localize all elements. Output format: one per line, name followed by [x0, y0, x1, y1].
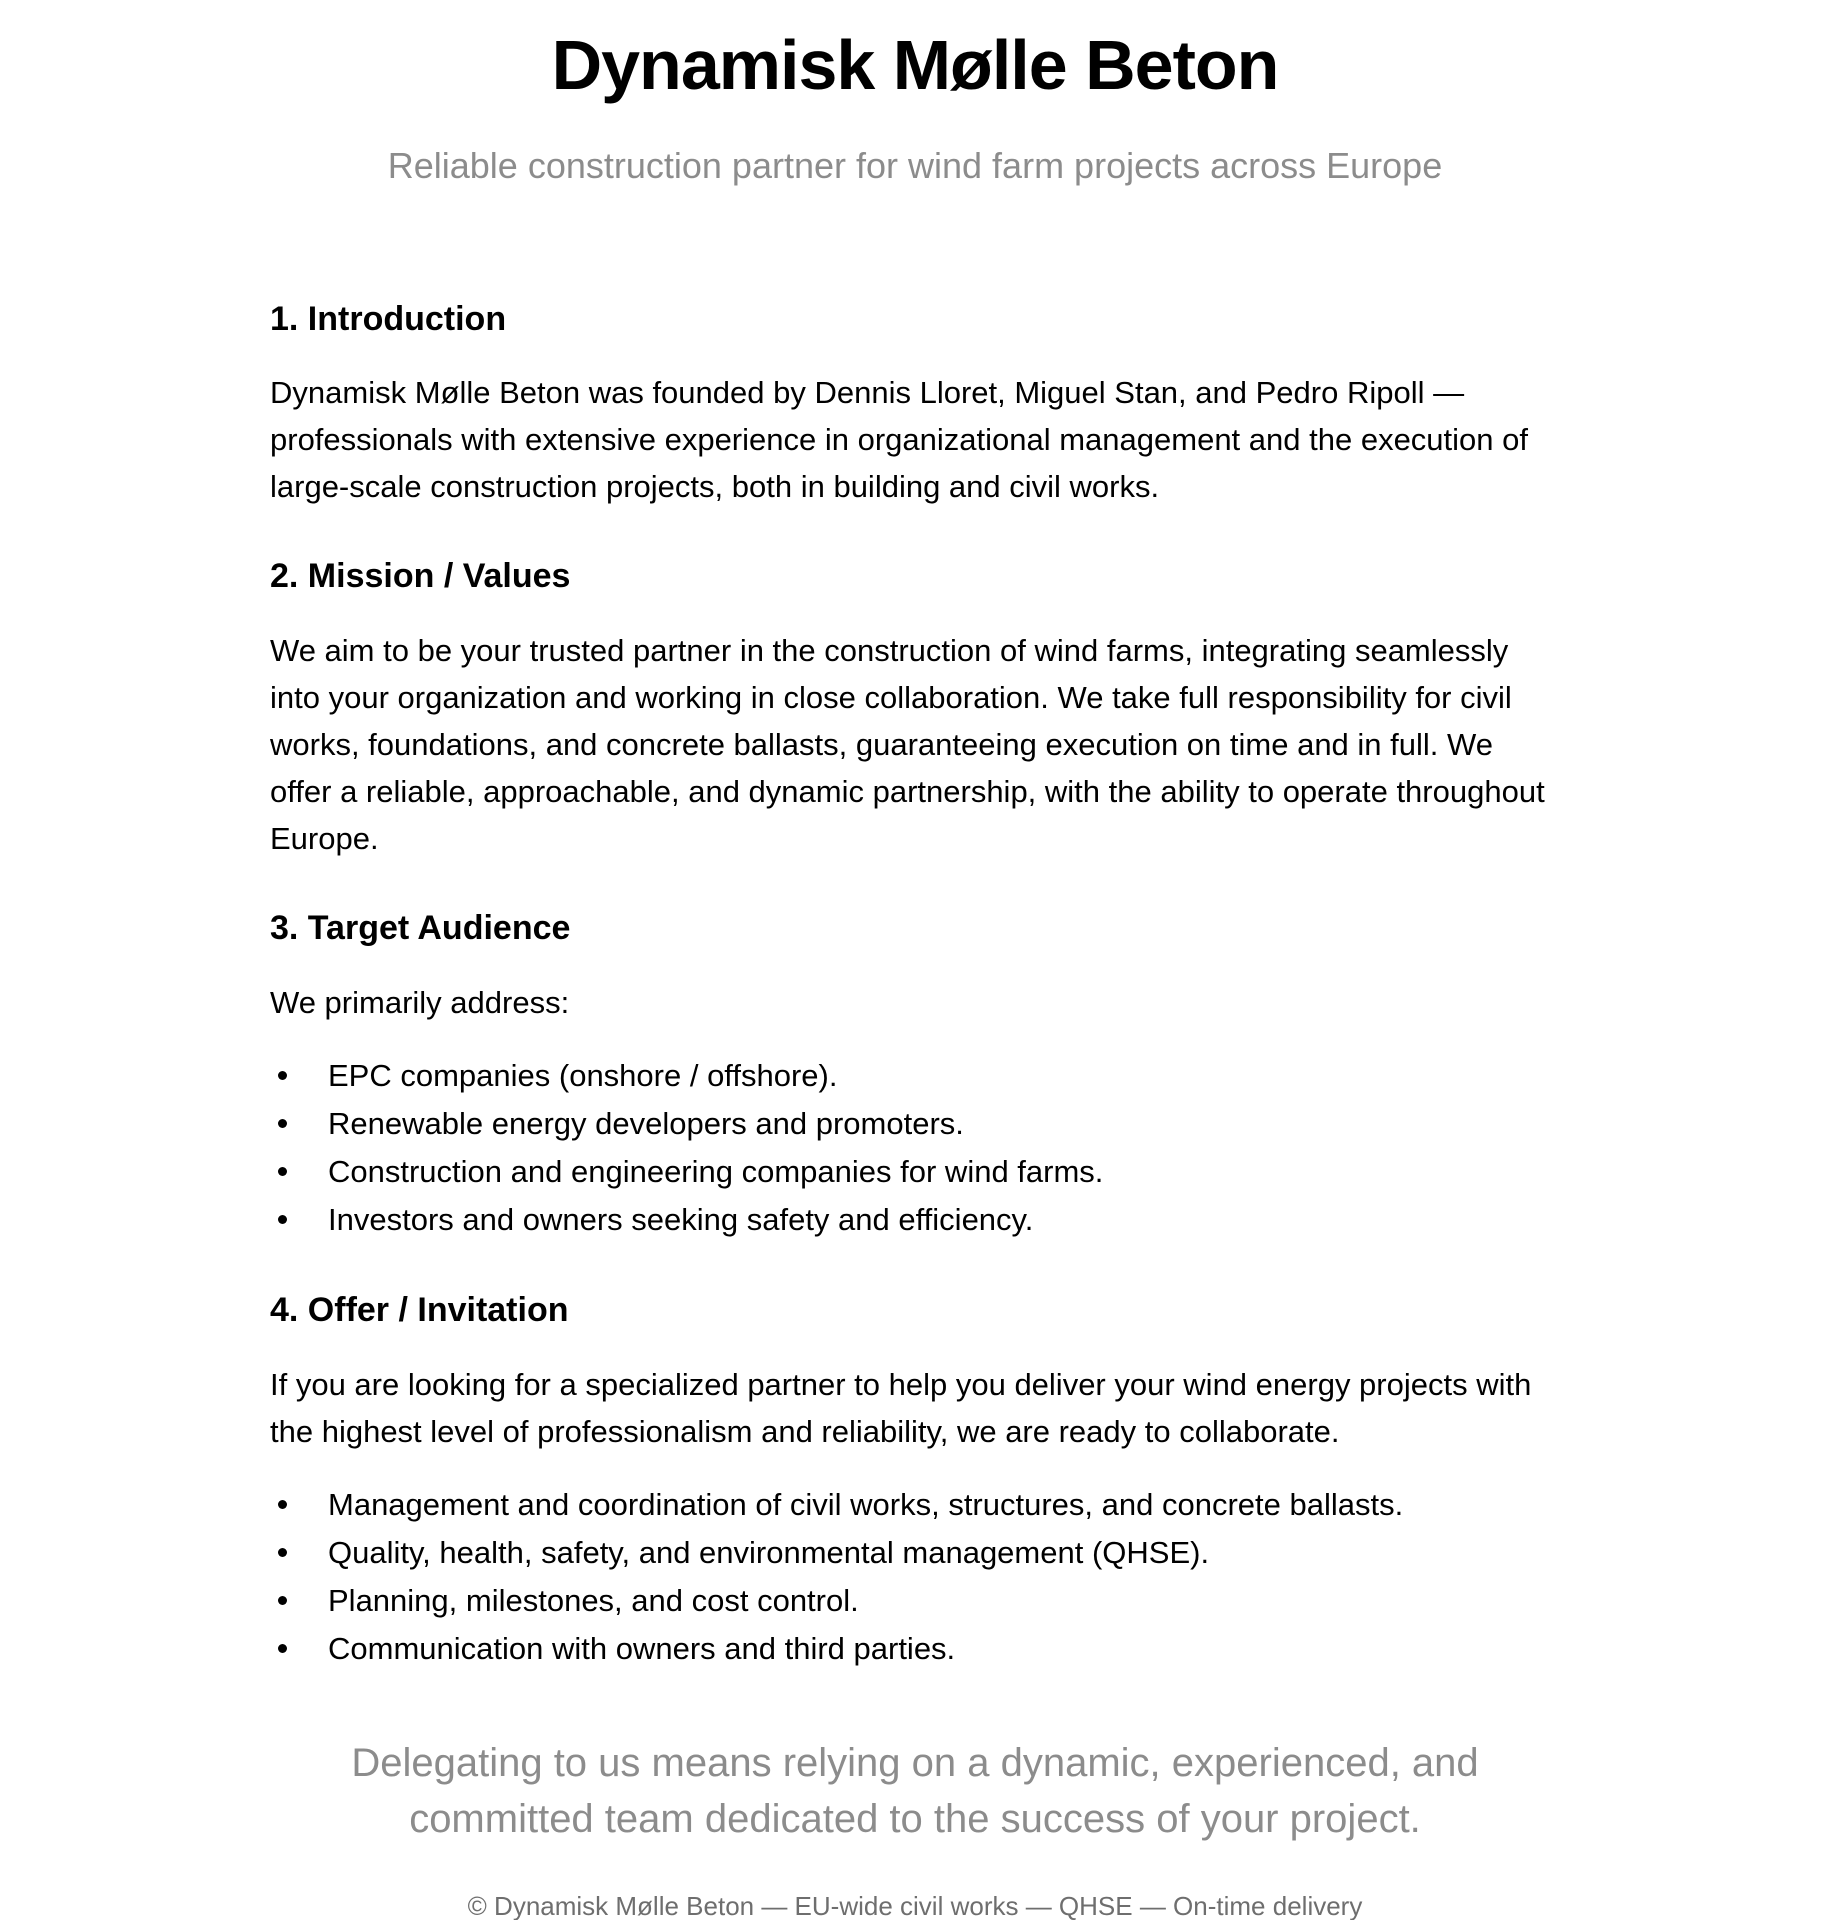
bullet-dot-icon	[278, 1548, 287, 1557]
body-paragraph: If you are looking for a specialized partner to help you deliver your wind energy projects with the highest level of professionalism and reliability, we are ready to collaborate.	[270, 1366, 1532, 1449]
bullet-dot-icon	[278, 1119, 287, 1128]
page-subtitle: Reliable construction partner for wind farm projects across Europe	[387, 144, 1443, 186]
list-item-text: Construction and engineering companies for wind farms.	[328, 1154, 1104, 1190]
bullet-dot-icon	[278, 1596, 287, 1605]
section-heading: 4. Offer / Invitation	[270, 1291, 569, 1330]
list-item	[270, 1148, 1560, 1196]
bullet-list	[270, 1481, 1560, 1673]
document-section	[270, 908, 1560, 1244]
section-heading: 3. Target Audience	[270, 909, 571, 948]
document-section	[270, 299, 1560, 511]
list-item-text: Management and coordination of civil works, structures, and concrete ballasts.	[328, 1486, 1404, 1522]
document-body	[270, 299, 1560, 1673]
list-item	[270, 1625, 1560, 1673]
list-item	[270, 1052, 1560, 1100]
body-paragraph: Dynamisk Mølle Beton was founded by Dennis Lloret, Miguel Stan, and Pedro Ripoll — professionals with extensive experience in organizational management and the execution of large-scale construction projects, both in building and civil works.	[270, 375, 1528, 505]
list-item-text: Renewable energy developers and promoters.	[328, 1106, 964, 1142]
bullet-dot-icon	[278, 1500, 287, 1509]
body-paragraph: We primarily address:	[270, 985, 570, 1021]
footer-copyright: © Dynamisk Mølle Beton — EU-wide civil works — QHSE — On-time delivery	[467, 1890, 1363, 1920]
bullet-dot-icon	[278, 1215, 287, 1224]
list-item-text: Planning, milestones, and cost control.	[328, 1582, 859, 1618]
list-item-text: Communication with owners and third parties.	[328, 1630, 956, 1666]
list-item-text: Quality, health, safety, and environmental management (QHSE).	[328, 1534, 1210, 1570]
section-heading: 2. Mission / Values	[270, 557, 571, 596]
list-item	[270, 1481, 1560, 1529]
bullet-dot-icon	[278, 1644, 287, 1653]
document-section	[270, 1290, 1560, 1673]
list-item	[270, 1196, 1560, 1244]
page-title: Dynamisk Mølle Beton	[551, 26, 1279, 104]
list-item-text: Investors and owners seeking safety and efficiency.	[328, 1202, 1034, 1238]
document-section	[270, 556, 1560, 862]
list-item-text: EPC companies (onshore / offshore).	[328, 1058, 838, 1094]
list-item	[270, 1100, 1560, 1148]
list-item	[270, 1577, 1560, 1625]
closing-quote: Delegating to us means relying on a dynamic, experienced, and committed team dedicated to the success of your project.	[351, 1740, 1479, 1841]
bullet-list	[270, 1052, 1560, 1244]
list-item	[270, 1529, 1560, 1577]
section-heading: 1. Introduction	[270, 299, 507, 338]
bullet-dot-icon	[278, 1167, 287, 1176]
body-paragraph: We aim to be your trusted partner in the construction of wind farms, integrating seamlessly into your organization and working in close collaboration. We take full responsibility for civil works, foundations, and concrete ballasts, guaranteeing execution on time and in full. We offer a reliable, approachable, and dynamic partnership, with the ability to operate throughout Europe.	[270, 633, 1545, 857]
bullet-dot-icon	[278, 1071, 287, 1080]
